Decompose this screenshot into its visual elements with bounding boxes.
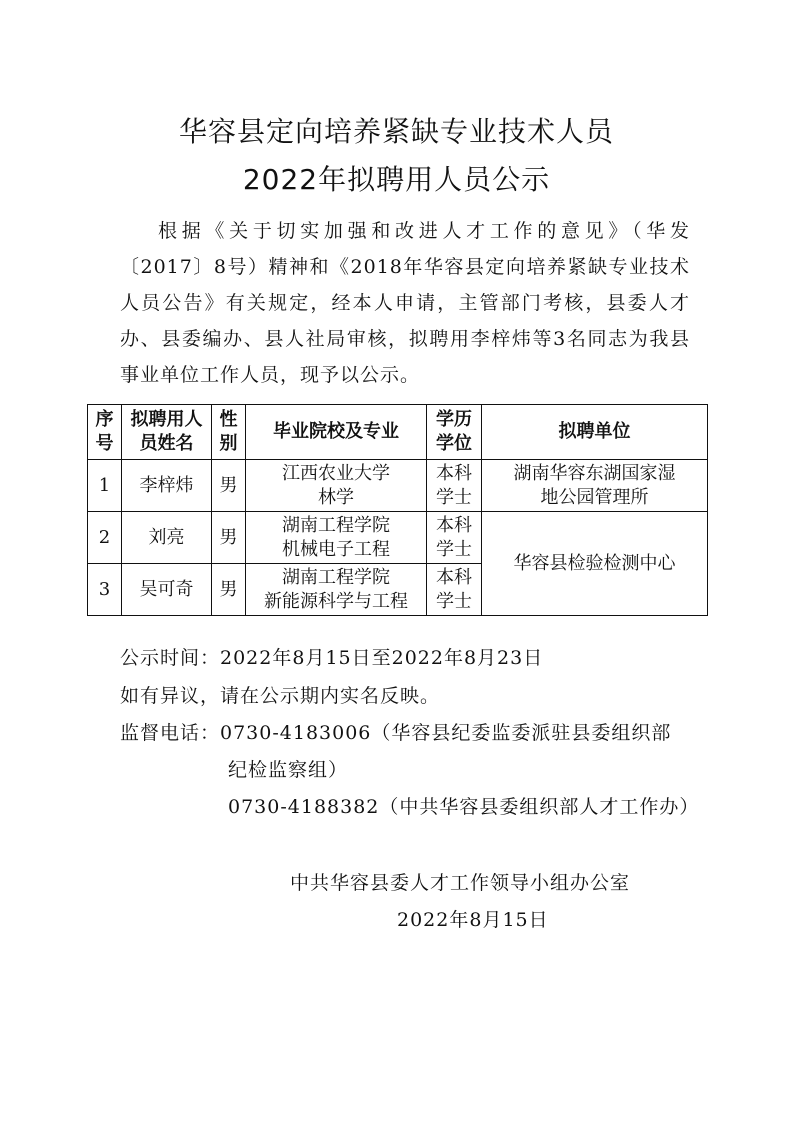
table-header-row (88, 405, 708, 460)
cell-sex: 男 (212, 512, 246, 564)
cell-sex: 男 (212, 564, 246, 616)
cell-school: 湖南工程学院 机械电子工程 (246, 512, 427, 564)
signature-date: 2022年8月15日 (397, 909, 549, 931)
cell-unit: 湖南华容东湖国家湿 地公园管理所 (482, 460, 708, 512)
document-title-line2: 2022年拟聘用人员公示 (242, 163, 551, 196)
cell-sex: 男 (212, 460, 246, 512)
cell-degree: 本科 学士 (427, 564, 482, 616)
header-seq: 序 号 (88, 405, 122, 460)
notice-phone-1-cont: 纪检监察组） (228, 759, 349, 781)
cell-school: 湖南工程学院 新能源科学与工程 (246, 564, 427, 616)
cell-name: 李梓炜 (122, 460, 212, 512)
header-school: 毕业院校及专业 (246, 405, 427, 460)
cell-seq: 1 (88, 460, 122, 512)
table-row (88, 512, 708, 564)
notice-phone-2: 0730-4188382（中共华容县委组织部人才工作办） (228, 796, 700, 818)
intro-paragraph: 根据《关于切实加强和改进人才工作的意见》（华发〔2017〕8号）精神和《2018年华容县定向培养紧缺专业技术人员公告》有关规定，经本人申请，主管部门考核，县委人才办、县委编办、县人社局审核，拟聘用李梓炜等3名同志为我县事业单位工作人员，现予以公示。 (120, 220, 690, 386)
header-sex: 性 别 (212, 405, 246, 460)
table-row (88, 460, 708, 512)
document-title-line1: 华容县定向培养紧缺专业技术人员 (178, 115, 614, 148)
cell-name: 刘亮 (122, 512, 212, 564)
cell-seq: 2 (88, 512, 122, 564)
cell-name: 吴可奇 (122, 564, 212, 616)
candidate-table (87, 404, 708, 616)
header-degree: 学历 学位 (427, 405, 482, 460)
notice-phone-1: 监督电话：0730-4183006（华容县纪委监委派驻县委组织部 (120, 722, 672, 744)
notice-period: 公示时间：2022年8月15日至2022年8月23日 (120, 647, 544, 669)
cell-unit-shared: 华容县检验检测中心 (482, 512, 708, 616)
cell-degree: 本科 学士 (427, 512, 482, 564)
header-unit: 拟聘单位 (482, 405, 708, 460)
signature-org: 中共华容县委人才工作领导小组办公室 (290, 872, 631, 894)
notice-objection: 如有异议，请在公示期内实名反映。 (120, 685, 441, 707)
cell-seq: 3 (88, 564, 122, 616)
cell-school: 江西农业大学 林学 (246, 460, 427, 512)
cell-degree: 本科 学士 (427, 460, 482, 512)
header-name: 拟聘用人 员姓名 (122, 405, 212, 460)
